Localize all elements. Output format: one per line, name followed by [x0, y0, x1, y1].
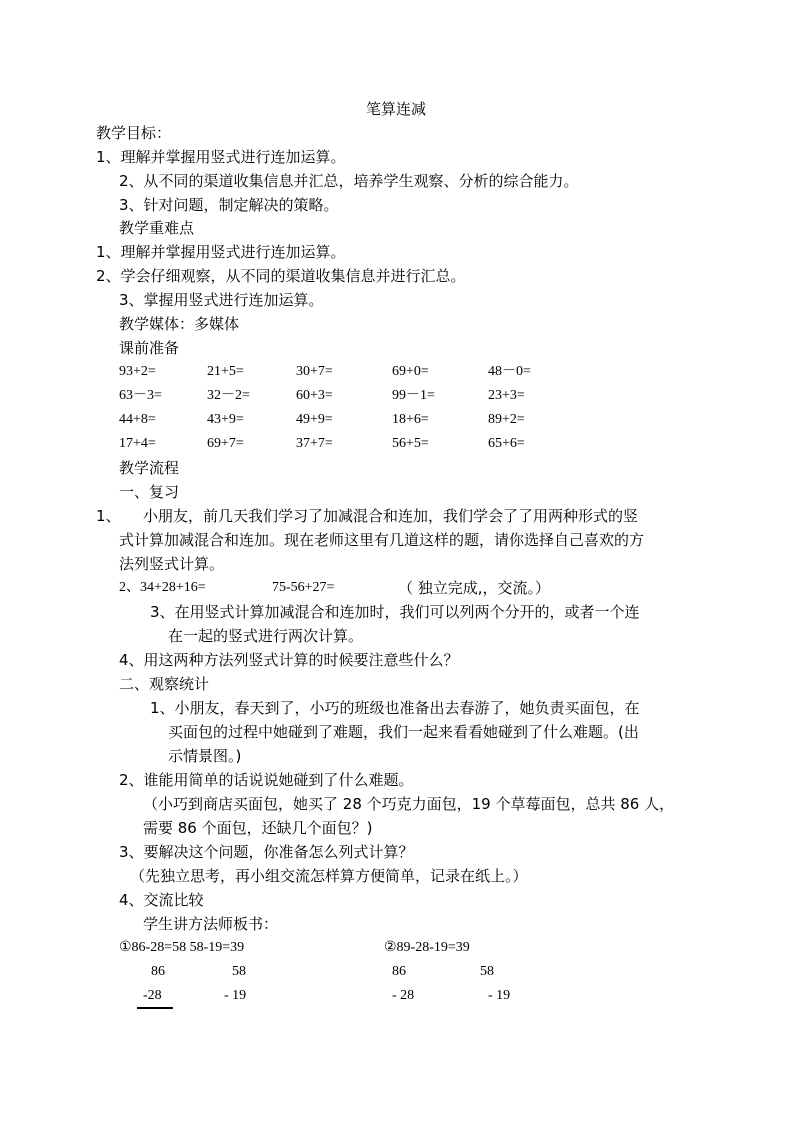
method-2-equation: ②89-28-19=39	[384, 940, 470, 955]
warmup-cell: 60+3=	[296, 388, 333, 403]
objective-1: 1、理解并掌握用竖式进行连加运算。	[96, 148, 346, 166]
vertical-calc-subtrahend: - 19	[488, 988, 511, 1003]
review-item-3-cont: 在一起的竖式进行两次计算。	[168, 627, 364, 645]
review-item-1-number: 1、	[96, 507, 121, 525]
warmup-cell: 43+9=	[207, 412, 244, 427]
warmup-cell: 17+4=	[119, 436, 156, 451]
objective-3: 3、针对问题，制定解决的策略。	[119, 196, 339, 214]
review-item-3: 3、在用竖式计算加减混合和连加时，我们可以列两个分开的，或者一个连	[150, 603, 640, 621]
observe-item-1: 1、小朋友，春天到了，小巧的班级也准备出去春游了，她负责买面包，在	[150, 699, 640, 717]
warmup-cell: 69+7=	[207, 436, 244, 451]
warmup-cell: 30+7=	[296, 364, 333, 379]
vertical-calc-subtrahend: - 28	[392, 988, 415, 1003]
warmup-cell: 44+8=	[119, 412, 156, 427]
review-item-1-text-end: 法列竖式计算。	[119, 555, 225, 573]
observe-item-1-cont: 买面包的过程中她碰到了难题，我们一起来看看她碰到了什么难题。(出	[168, 723, 639, 741]
review-item-2-expr-b: 75-56+27=	[272, 580, 335, 595]
review-item-2-expr-a: 2、34+28+16=	[119, 580, 206, 595]
page-title: 笔算连减	[366, 100, 427, 118]
warmup-cell: 23+3=	[488, 388, 525, 403]
observe-item-1-end: 示情景图。)	[168, 747, 242, 765]
key-point-2: 2、学会仔细观察，从不同的渠道收集信息并进行汇总。	[96, 267, 466, 285]
section-heading-process: 教学流程	[119, 459, 180, 477]
objective-2: 2、从不同的渠道收集信息并汇总，培养学生观察、分析的综合能力。	[119, 172, 579, 190]
vertical-calc-top: 86	[392, 964, 406, 979]
vertical-calc-subtrahend: - 19	[224, 988, 247, 1003]
vertical-calc-rule	[137, 1007, 173, 1009]
review-item-2-note: （ 独立完成,，交流。）	[398, 579, 551, 597]
observe-item-2-detail: （小巧到商店买面包，她买了 28 个巧克力面包，19 个草莓面包，总共 86 人，	[143, 795, 675, 813]
warmup-cell: 89+2=	[488, 412, 525, 427]
warmup-cell: 63－3=	[119, 388, 162, 403]
key-point-3: 3、掌握用竖式进行连加运算。	[119, 291, 324, 309]
observe-item-2-detail-cont: 需要 86 个面包，还缺几个面包？)	[143, 819, 373, 837]
key-point-1: 1、理解并掌握用竖式进行连加运算。	[96, 243, 346, 261]
teaching-media: 教学媒体：多媒体	[119, 315, 240, 333]
section-heading-key-points: 教学重难点	[119, 219, 195, 237]
warmup-cell: 21+5=	[207, 364, 244, 379]
warmup-cell: 93+2=	[119, 364, 156, 379]
method-1-equation: ①86-28=58 58-19=39	[119, 940, 245, 955]
vertical-calc-top: 58	[232, 964, 246, 979]
review-item-1-text-cont: 式计算加减混合和连加。现在老师这里有几道这样的题，请你选择自己喜欢的方	[119, 531, 645, 549]
warmup-cell: 48－0=	[488, 364, 531, 379]
section-observe: 二、观察统计	[119, 675, 210, 693]
review-item-4: 4、用这两种方法列竖式计算的时候要注意些什么？	[119, 651, 459, 669]
warmup-cell: 99－1=	[392, 388, 435, 403]
observe-item-2: 2、谁能用简单的话说说她碰到了什么难题。	[119, 771, 414, 789]
warmup-cell: 56+5=	[392, 436, 429, 451]
warmup-cell: 69+0=	[392, 364, 429, 379]
warmup-cell: 37+7=	[296, 436, 333, 451]
observe-item-4: 4、交流比较	[119, 891, 204, 909]
vertical-calc-top: 58	[480, 964, 494, 979]
section-review: 一、复习	[119, 483, 180, 501]
warmup-cell: 32－2=	[207, 388, 250, 403]
warmup-cell: 49+9=	[296, 412, 333, 427]
observe-item-3: 3、要解决这个问题，你准备怎么列式计算？	[119, 843, 414, 861]
observe-item-3-detail: （先独立思考，再小组交流怎样算方便简单，记录在纸上。）	[130, 867, 528, 885]
warmup-cell: 65+6=	[488, 436, 525, 451]
vertical-calc-subtrahend: -28	[143, 988, 162, 1003]
vertical-calc-top: 86	[151, 964, 165, 979]
section-heading-preparation: 课前准备	[119, 339, 180, 357]
warmup-cell: 18+6=	[392, 412, 429, 427]
blackboard-note: 学生讲方法师板书：	[143, 915, 279, 933]
review-item-1-text: 小朋友，前几天我们学习了加减混合和连加，我们学会了了用两种形式的竖	[143, 507, 639, 525]
section-heading-objectives: 教学目标：	[96, 124, 172, 142]
